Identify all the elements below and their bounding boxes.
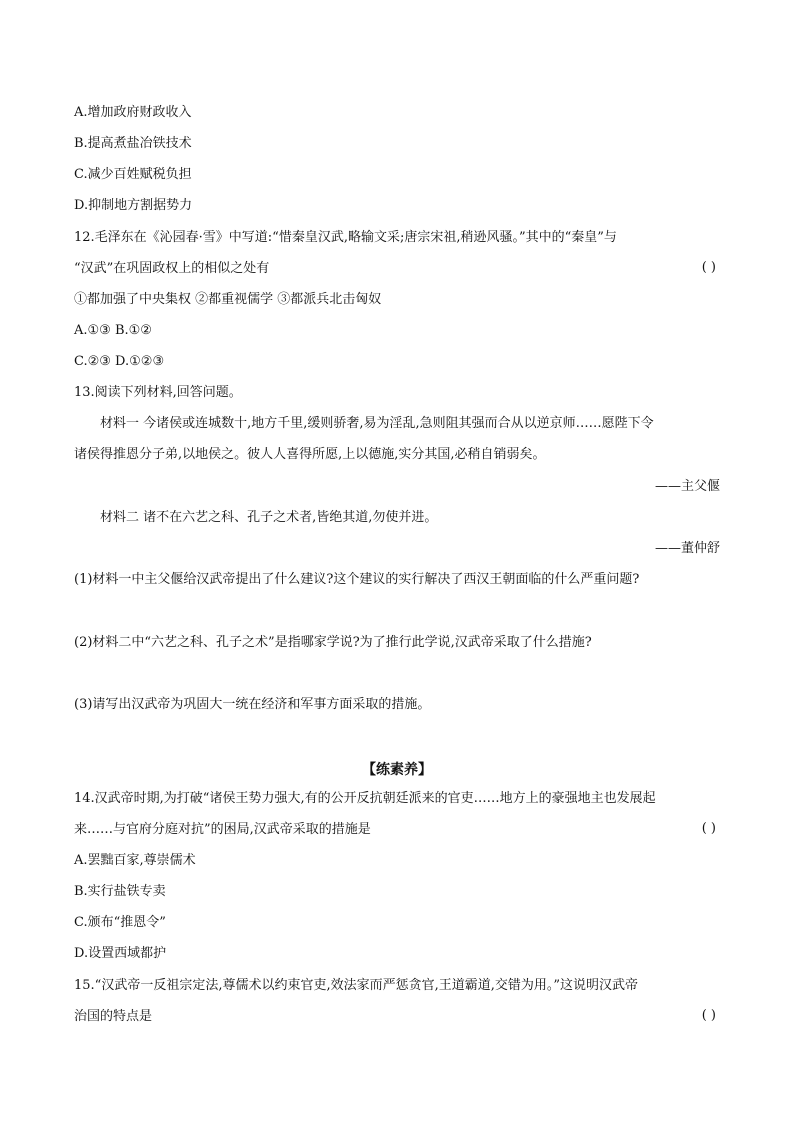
q12-statements: ①都加强了中央集权 ②都重视儒学 ③都派兵北击匈奴 [74, 292, 382, 307]
q13-material1-line1: 材料一 今诸侯或连城数十,地方千里,缓则骄奢,易为淫乱,急则阻其强而合从以逆京师……愿陛下令 [100, 416, 654, 431]
q14-stem-line2: 来……与官府分庭对抗”的困局,汉武帝采取的措施是 [74, 822, 371, 837]
q15-answer-parentheses: ( ) [701, 1008, 716, 1023]
q13-subquestion-1: (1)材料一中主父偃给汉武帝提出了什么建议?这个建议的实行解决了西汉王朝面临的什么严重问题? [74, 572, 640, 587]
section-heading: 【练素养】 [362, 762, 432, 778]
q13-subquestion-3: (3)请写出汉武帝为巩固大一统在经济和军事方面采取的措施。 [74, 697, 431, 712]
q11-option-c: C.减少百姓赋税负担 [74, 167, 192, 182]
q14-answer-parentheses: ( ) [701, 821, 716, 836]
q11-option-d: D.抑制地方割据势力 [74, 198, 193, 213]
q11-option-b: B.提高煮盐冶铁技术 [74, 136, 192, 151]
q12-options-ab: A.①③ B.①② [74, 323, 152, 338]
q12-stem-line2: “汉武”在巩固政权上的相似之处有 [74, 261, 270, 276]
q13-material1-source: ——主父偃 [654, 479, 720, 494]
q11-option-a: A.增加政府财政收入 [74, 105, 192, 120]
q12-answer-parentheses: ( ) [701, 260, 716, 275]
q15-stem-line2: 治国的特点是 [74, 1009, 153, 1024]
q13-stem: 13.阅读下列材料,回答问题。 [74, 385, 242, 400]
q12-stem-line1: 12.毛泽东在《沁园春·雪》中写道:“惜秦皇汉武,略输文采;唐宗宋祖,稍逊风骚。”其中的“秦皇”与 [74, 230, 617, 245]
q13-material2-source: ——董仲舒 [654, 541, 720, 556]
q13-material1-line2: 诸侯得推恩分子弟,以地侯之。彼人人喜得所愿,上以德施,实分其国,必稍自销弱矣。 [74, 447, 546, 462]
q12-options-cd: C.②③ D.①②③ [74, 354, 165, 369]
q14-option-c: C.颁布“推恩令” [74, 915, 166, 930]
q14-option-d: D.设置西域都护 [74, 946, 167, 961]
q14-option-a: A.罢黜百家,尊崇儒术 [74, 853, 196, 868]
q15-stem-line1: 15.“汉武帝一反祖宗定法,尊儒术以约束官吏,效法家而严惩贪官,王道霸道,交错为用。”这说明汉武帝 [74, 978, 638, 993]
q14-stem-line1: 14.汉武帝时期,为打破“诸侯王势力强大,有的公开反抗朝廷派来的官吏……地方上的豪强地主也发展起 [74, 791, 656, 806]
q13-material2-line: 材料二 诸不在六艺之科、孔子之术者,皆绝其道,勿使并进。 [100, 510, 438, 525]
q13-subquestion-2: (2)材料二中“六艺之科、孔子之术”是指哪家学说?为了推行此学说,汉武帝采取了什么措施? [74, 635, 592, 650]
q14-option-b: B.实行盐铁专卖 [74, 884, 166, 899]
